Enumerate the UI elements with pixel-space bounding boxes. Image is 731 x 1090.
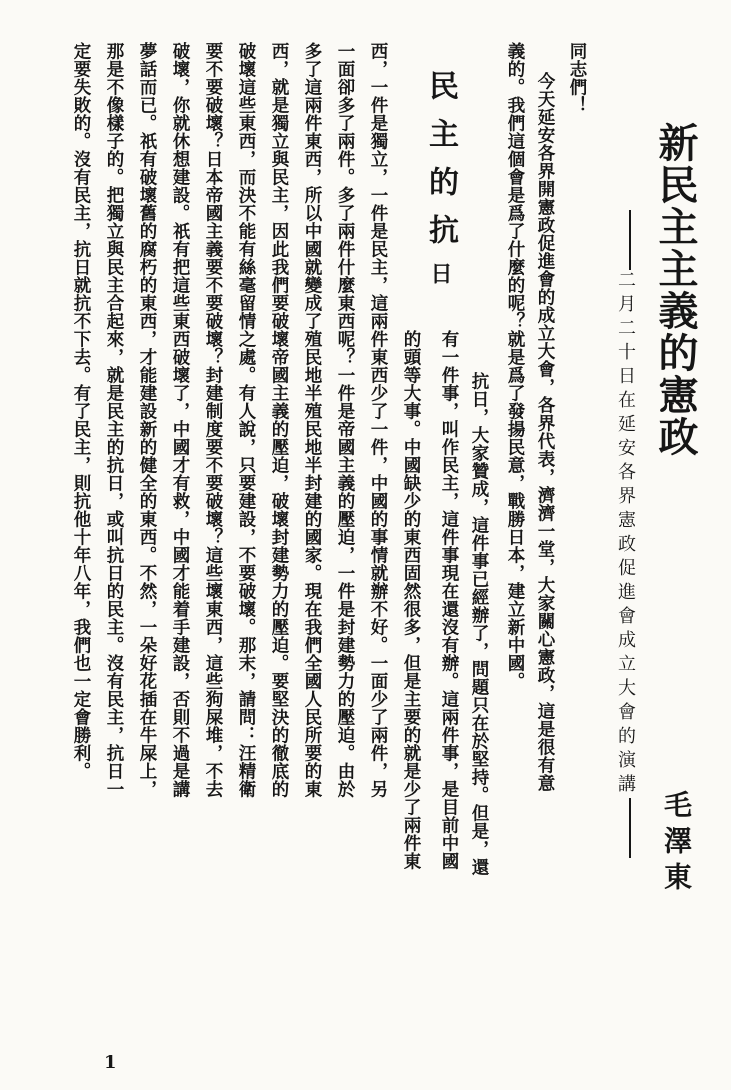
page-number: 1: [104, 1052, 117, 1073]
body-column-7: 一面卻多了兩件。多了兩件什麼東西呢？一件是帝國主義的壓迫，一件是封建勢力的壓迫。由於: [335, 42, 355, 798]
section-heading-main: 民主的抗: [423, 70, 458, 262]
body-column-10: 破壞這些東西，而決不能有絲毫留情之處。有人說，只要建設，不要破壞。那末，請問：汪精衛: [236, 42, 256, 798]
body-column-12: 破壞，你就休想建設。祇有把這些東西破壞了，中國才有救，中國才能着手建設，否則不過是講: [170, 42, 190, 798]
article-subtitle: 二月二十日在延安各界憲政促進會成立大會的演講: [615, 270, 636, 798]
body-column-13: 夢話而已。祇有破壞舊的腐朽的東西，才能建設新的健全的東西。不然，一朵好花插在牛屎上，: [137, 42, 157, 798]
body-column-4: 有一件事，叫作民主，這件事現在還沒有辦。這兩件事，是目前中國: [439, 330, 459, 870]
article-title: 新民主主義的憲政: [652, 122, 699, 458]
article-author: 毛澤東: [660, 790, 693, 898]
body-column-11: 要不要破壞？日本帝國主義要不要破壞？封建制度要不要破壞？這些壞東西，這些狗屎堆，不去: [203, 42, 223, 798]
body-column-5: 的頭等大事。中國缺少的東西固然很多，但是主要的就是少了兩件東: [401, 330, 421, 870]
salutation: 同志們！: [567, 42, 587, 114]
article-subtitle-column: [613, 210, 637, 930]
body-column-3: 抗日，大家贊成，這件事已經辦了，問題只在於堅持。但是，還: [469, 372, 489, 876]
body-column-2: 義的。我們這個會是爲了什麼的呢？就是爲了發揚民意，戰勝日本，建立新中國。: [505, 42, 525, 690]
section-heading: [420, 70, 460, 320]
subtitle-trailing-dash: [629, 798, 631, 858]
body-column-1: 今天延安各界開憲政促進會的成立大會，各界代表，濟濟一堂，大家關心憲政，這是很有意: [535, 72, 555, 792]
body-column-15: 定要失敗的。沒有民主，抗日就抗不下去。有了民主，則抗他十年八年，我們也一定會勝利。: [71, 42, 91, 780]
body-column-9: 西，就是獨立與民主，因此我們要破壞帝國主義的壓迫，破壞封建勢力的壓迫。要堅決的徹底的: [269, 42, 289, 798]
body-column-6: 西，一件是獨立，一件是民主，這兩件東西少了一件，中國的事情就辦不好。一面少了兩件，另: [368, 42, 388, 798]
subtitle-leading-dash: [629, 210, 631, 270]
body-column-14: 那是不像樣子的。把獨立與民主合起來，就是民主的抗日，或叫抗日的民主。沒有民主，抗日一: [104, 42, 124, 798]
body-column-8: 多了這兩件東西，所以中國就變成了殖民地半殖民地半封建的國家。現在我們全國人民所要的東: [302, 42, 322, 798]
section-heading-small: 日: [427, 262, 453, 284]
